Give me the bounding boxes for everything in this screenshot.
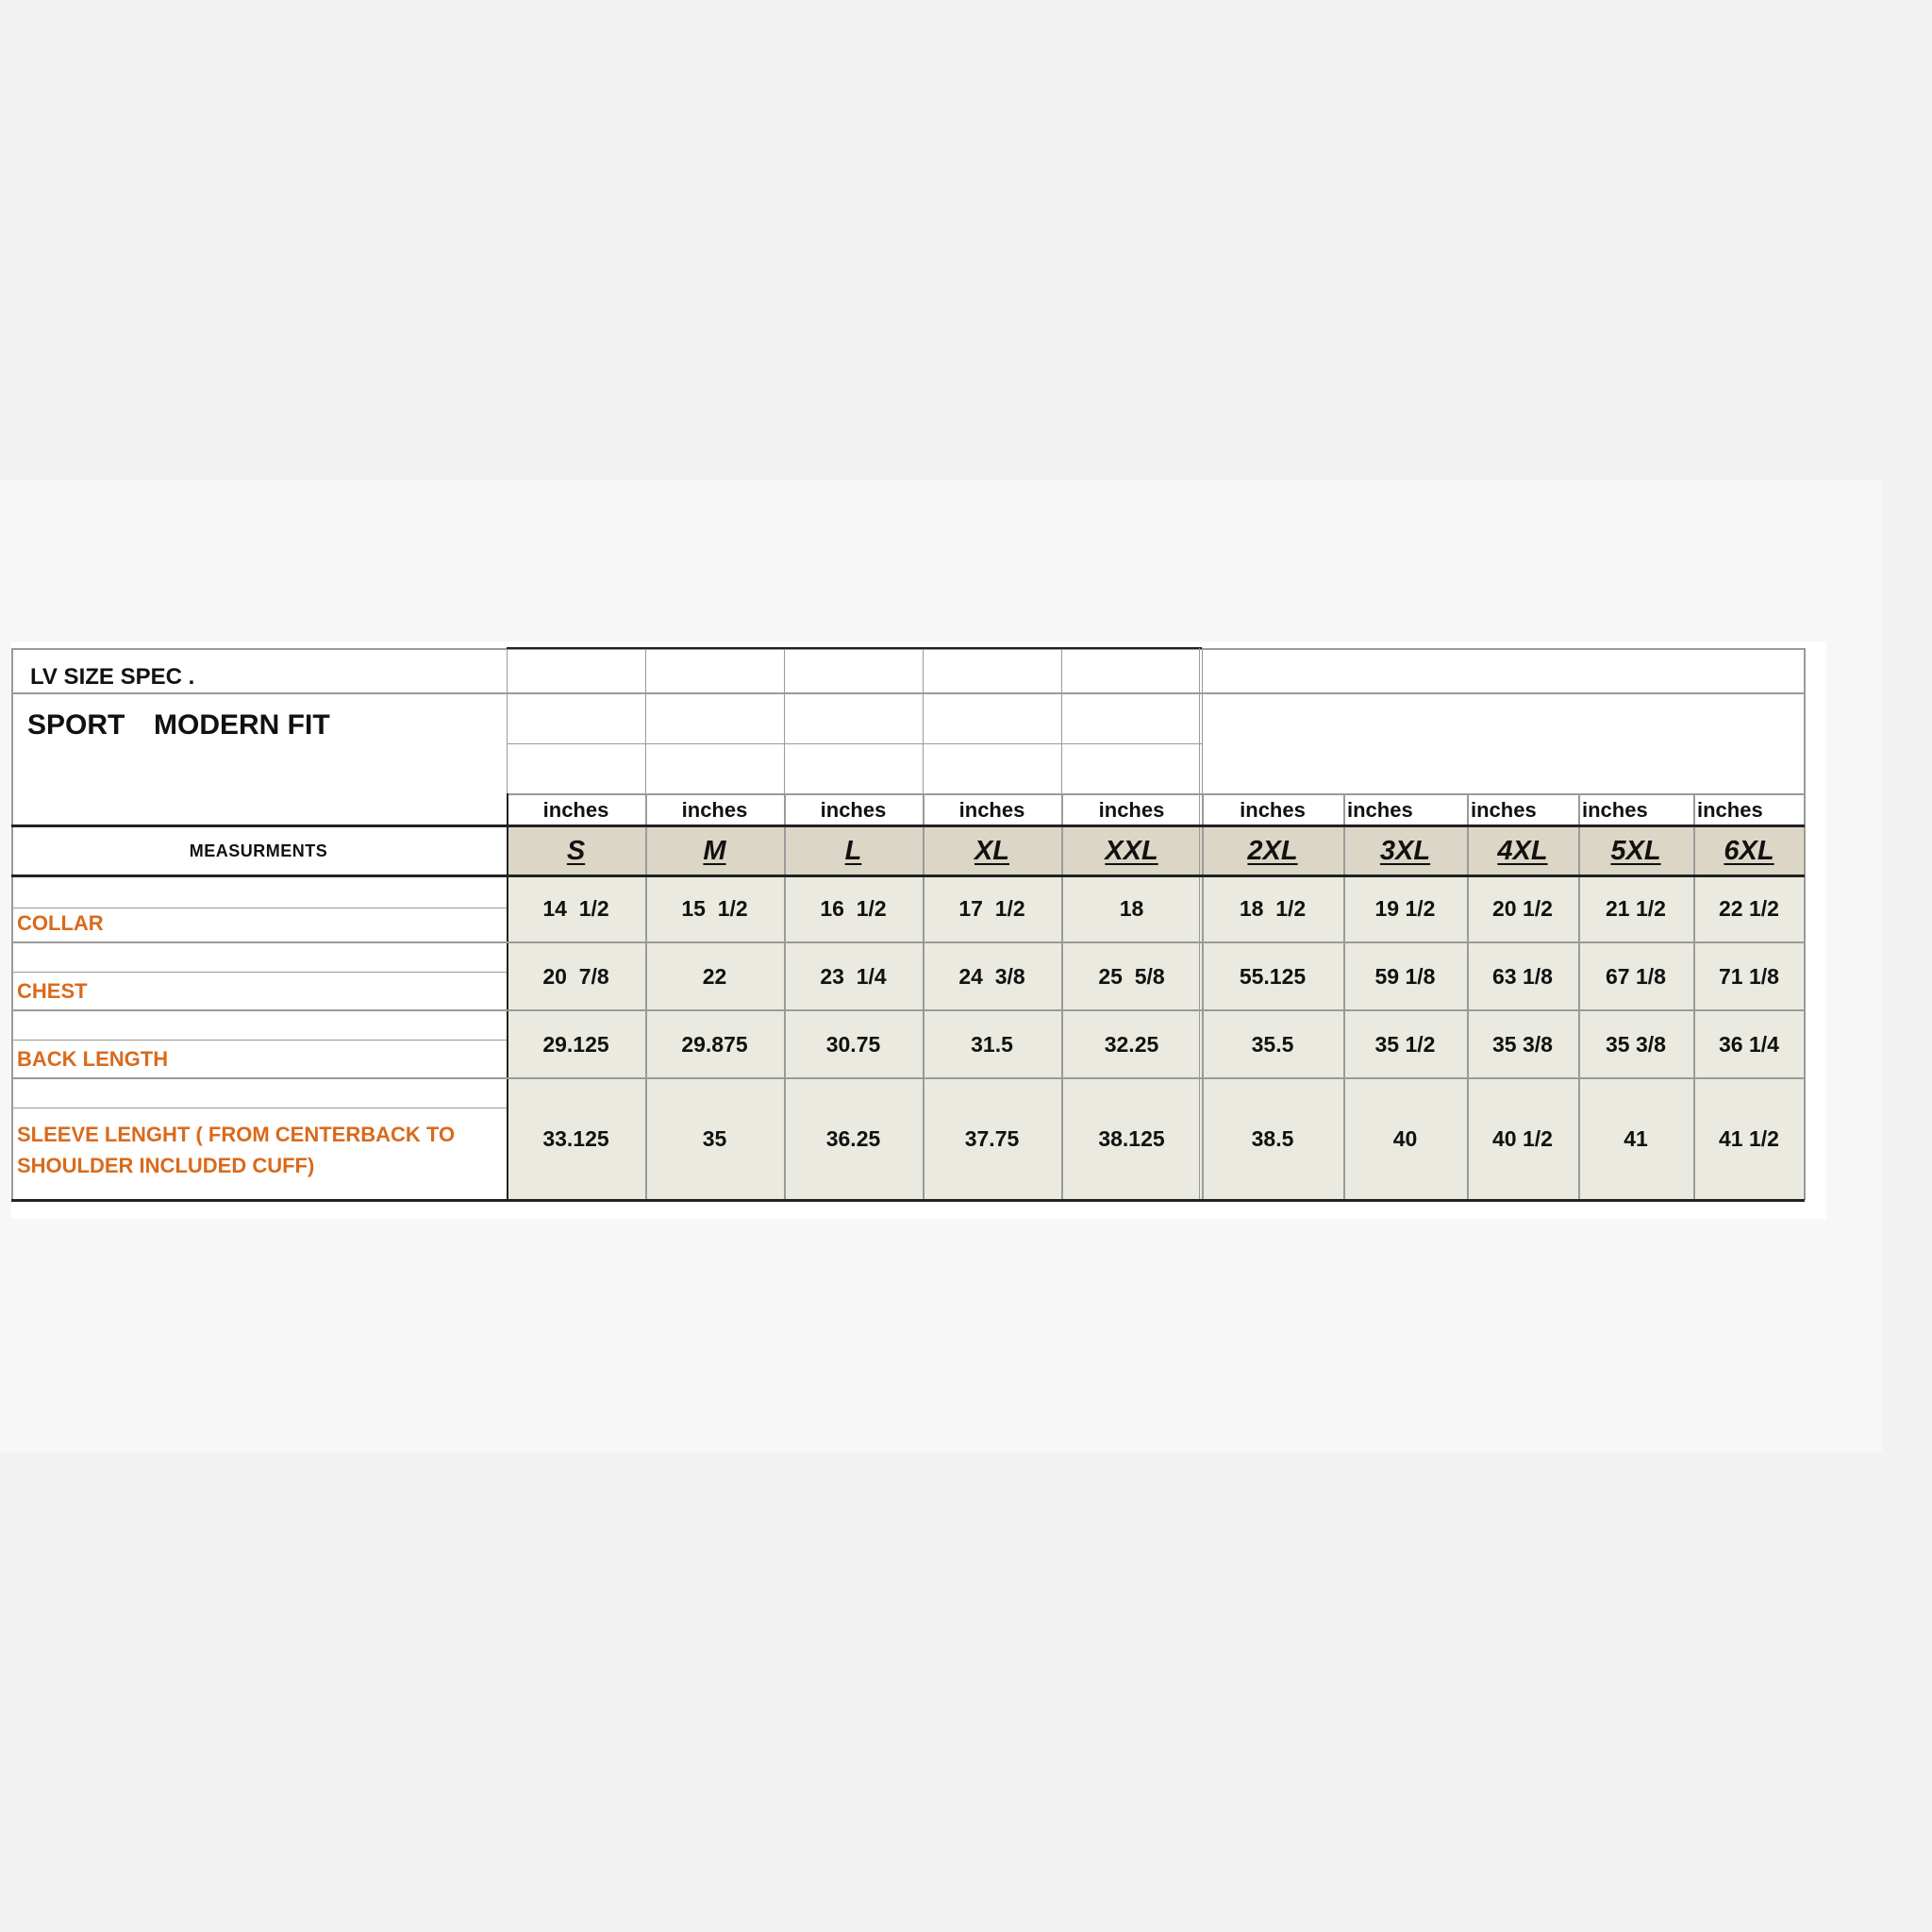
- grid-line: [645, 793, 647, 1200]
- value-cell: 15 1/2: [681, 895, 748, 921]
- value-cell: 16 1/2: [820, 895, 887, 921]
- unit-label-m: inches: [681, 798, 748, 822]
- grid-line: [13, 972, 507, 973]
- value-cell: 35 3/8: [1606, 1031, 1666, 1057]
- value-cell: 63 1/8: [1492, 963, 1553, 989]
- value-cell: 35 1/2: [1374, 1031, 1436, 1057]
- value-cell: 23 1/4: [820, 963, 887, 989]
- unit-label-xl: inches: [958, 798, 1025, 822]
- style-label: SPORT: [27, 709, 125, 741]
- grid-line: [11, 1199, 1805, 1202]
- unit-label-4xl: inches: [1471, 798, 1537, 822]
- value-cell: 14 1/2: [542, 895, 609, 921]
- grid-line: [11, 941, 1805, 943]
- value-cell: 31.5: [971, 1031, 1013, 1057]
- value-cell: 30.75: [825, 1031, 881, 1057]
- grid-line: [507, 647, 1202, 649]
- value-cell: 17 1/2: [958, 895, 1025, 921]
- grid-line: [645, 648, 646, 794]
- value-cell: 32.25: [1104, 1031, 1159, 1057]
- value-cell: 24 3/8: [958, 963, 1025, 989]
- grid-line: [11, 874, 1805, 877]
- grid-line: [507, 793, 1805, 795]
- grid-line: [11, 692, 1805, 694]
- value-cell: 22 1/2: [1719, 895, 1779, 921]
- grid-line: [1202, 648, 1203, 794]
- row-label-back-length: BACK LENGTH: [17, 1047, 169, 1071]
- grid-line: [1202, 793, 1204, 1200]
- row-label-sleeve-length-line-2: SHOULDER INCLUDED CUFF): [17, 1154, 315, 1177]
- value-cell: 20 1/2: [1492, 895, 1553, 921]
- grid-line: [1199, 648, 1200, 1200]
- size-header-m: M: [645, 826, 784, 875]
- value-cell: 37.75: [964, 1125, 1020, 1151]
- value-cell: 55.125: [1239, 963, 1307, 989]
- value-cell: 18: [1119, 895, 1144, 921]
- grid-line: [507, 743, 1202, 744]
- spec-title: LV SIZE SPEC .: [30, 664, 195, 690]
- grid-line: [11, 1077, 1805, 1079]
- grid-line: [507, 793, 508, 1200]
- unit-label-l: inches: [820, 798, 887, 822]
- row-label-sleeve-length-line-1: SLEEVE LENGHT ( FROM CENTERBACK TO: [17, 1123, 456, 1146]
- grid-line: [1061, 793, 1063, 1200]
- value-cell: 38.125: [1098, 1125, 1165, 1151]
- grid-line: [507, 648, 508, 794]
- value-cell: 41: [1624, 1125, 1648, 1151]
- size-header-3xl: 3XL: [1343, 826, 1467, 875]
- value-cell: 41 1/2: [1719, 1125, 1779, 1151]
- grid-line: [1061, 648, 1062, 794]
- grid-line: [784, 648, 785, 794]
- grid-line: [923, 648, 924, 794]
- grid-line: [784, 793, 786, 1200]
- value-cell: 67 1/8: [1606, 963, 1666, 989]
- value-cell: 38.5: [1251, 1125, 1294, 1151]
- size-header-4xl: 4XL: [1467, 826, 1578, 875]
- grid-line: [923, 793, 924, 1200]
- unit-label-6xl: inches: [1697, 798, 1763, 822]
- grid-line: [1578, 793, 1580, 1200]
- grid-line: [11, 1009, 1805, 1011]
- unit-label-xxl: inches: [1098, 798, 1165, 822]
- value-cell: 36.25: [825, 1125, 881, 1151]
- value-cell: 22: [702, 963, 727, 989]
- unit-label-s: inches: [542, 798, 609, 822]
- row-label-chest: CHEST: [17, 979, 88, 1003]
- size-header-s: S: [507, 826, 645, 875]
- size-header-xl: XL: [923, 826, 1061, 875]
- grid-line: [11, 824, 1805, 827]
- value-cell: 40: [1392, 1125, 1418, 1151]
- value-cell: 29.125: [542, 1031, 609, 1057]
- fit-label: MODERN FIT: [154, 709, 330, 741]
- value-cell: 29.875: [681, 1031, 748, 1057]
- value-cell: 20 7/8: [542, 963, 609, 989]
- grid-line: [1467, 793, 1469, 1200]
- grid-line: [13, 1040, 507, 1041]
- value-cell: 33.125: [542, 1125, 609, 1151]
- grid-line: [1804, 648, 1806, 1200]
- size-header-5xl: 5XL: [1578, 826, 1693, 875]
- grid-line: [1693, 793, 1695, 1200]
- value-cell: 40 1/2: [1492, 1125, 1553, 1151]
- measurements-header: MEASURMENTS: [189, 841, 328, 860]
- unit-label-2xl: inches: [1240, 798, 1306, 822]
- size-header-l: L: [784, 826, 923, 875]
- grid-line: [11, 648, 13, 1200]
- value-cell: 36 1/4: [1719, 1031, 1779, 1057]
- value-cell: 59 1/8: [1374, 963, 1436, 989]
- value-cell: 18 1/2: [1239, 895, 1307, 921]
- size-header-6xl: 6XL: [1693, 826, 1805, 875]
- value-cell: 25 5/8: [1098, 963, 1165, 989]
- unit-label-5xl: inches: [1582, 798, 1648, 822]
- size-header-2xl: 2XL: [1202, 826, 1343, 875]
- value-cell: 35.5: [1251, 1031, 1294, 1057]
- value-cell: 71 1/8: [1719, 963, 1779, 989]
- value-cell: 35: [702, 1125, 727, 1151]
- unit-label-3xl: inches: [1347, 798, 1413, 822]
- row-label-collar: COLLAR: [17, 911, 104, 935]
- value-cell: 35 3/8: [1492, 1031, 1553, 1057]
- size-spec-table: [11, 641, 1826, 1219]
- grid-line: [1343, 793, 1345, 1200]
- size-header-xxl: XXL: [1061, 826, 1202, 875]
- value-cell: 21 1/2: [1606, 895, 1666, 921]
- value-cell: 19 1/2: [1374, 895, 1436, 921]
